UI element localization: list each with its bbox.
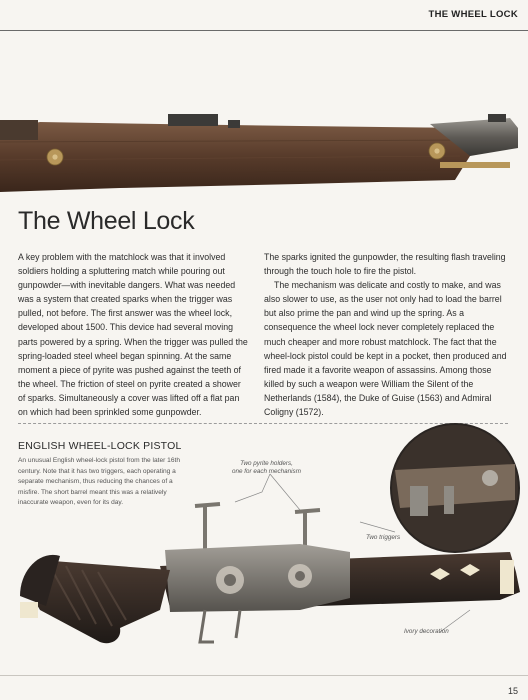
running-head	[0, 0, 528, 31]
callout-pyrite-holders	[232, 460, 301, 476]
callout-line: one for each mechanism	[232, 468, 301, 475]
feature-box	[18, 440, 188, 509]
body-column-left	[18, 250, 250, 419]
body-paragraph: A key problem with the matchlock was that it involved soldiers holding a spluttering match while pouring out gunpowder—with inevitable dangers. What was needed was a system that created sparks when the trigger was pulled, not before. The first answer was the wheel lock, developed about 1500. This device had several moving parts powered by a spring. When the trigger was pulled the spring-loaded steel wheel began spinning. At the same moment a piece of pyrite was pushed against the teeth of the wheel. The friction of steel on pyrite created a shower of sparks. Simultaneously a cover was lifted off a flat pan on which had been sprinkled some gunpowder.	[18, 252, 248, 418]
wheel-lock-gun-image	[0, 100, 528, 195]
running-head-label: THE WHEEL LOCK	[428, 9, 518, 20]
page-number: 15	[507, 686, 518, 696]
footer-rule	[0, 675, 528, 676]
feature-title: ENGLISH WHEEL-LOCK PISTOL	[18, 440, 182, 452]
feature-caption: An unusual English wheel-lock pistol from the later 16th century. Note that it has two triggers, each operating a separate mechanism, thus reducing the chances of a misfire. The short barrel meant this was a relatively inaccurate weapon, even for its day.	[18, 457, 181, 506]
body-paragraph: The sparks ignited the gunpowder, the resulting flash traveling through the touch hole to fire the pistol.	[264, 252, 506, 277]
body-column-right	[264, 250, 508, 419]
callout-ivory-decoration: Ivory decoration	[404, 628, 449, 635]
body-paragraph: The mechanism was delicate and costly to make, and was also slower to use, as the user not only had to load the barrel but also prime the pan and wind up the spring. As a consequence the wheel lock never completely replaced the much cheaper and more robust matchlock. The fact that the wheel-lock pistol could be kept in a pocket, then produced and fired made it a favorite weapon of assassins. Among those killed by such a weapon were William the Silent of the Netherlands (1584), the Duke of Guise (1563) and Admiral Coligny (1572).	[264, 280, 507, 418]
trigger-detail-circle	[391, 424, 519, 552]
callout-line: Two pyrite holders,	[240, 460, 293, 467]
callout-two-triggers: Two triggers	[366, 534, 401, 541]
page-title: The Wheel Lock	[18, 207, 195, 235]
